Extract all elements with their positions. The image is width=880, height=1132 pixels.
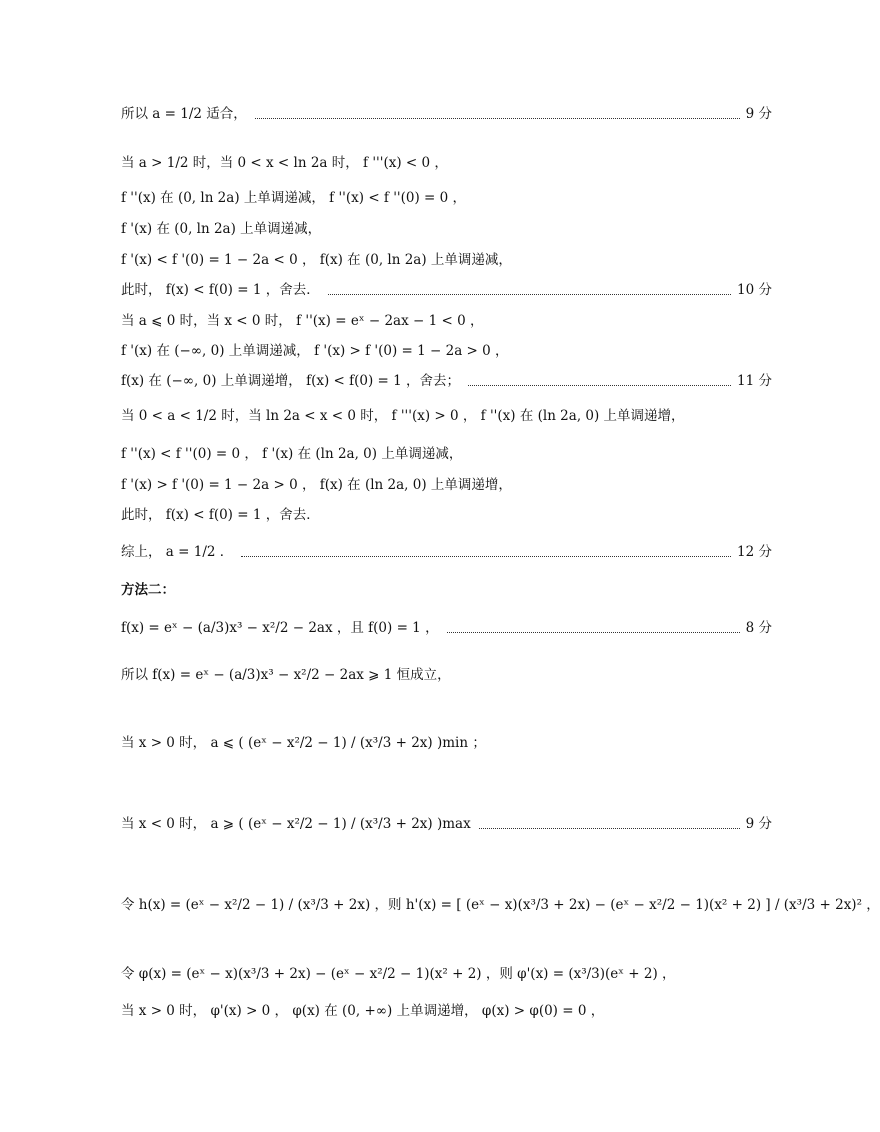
- score-label: 9 分: [745, 816, 772, 832]
- line-text: f '(x) 在 (−∞, 0) 上单调递减， f '(x) > f '(0) = 1 − 2a > 0 ，: [121, 343, 509, 359]
- line-17: [121, 667, 772, 683]
- dot-leader: [468, 384, 731, 386]
- dot-leader: [241, 555, 731, 557]
- score-label: 9 分: [745, 106, 772, 122]
- line-19: [121, 816, 772, 832]
- line-21: [121, 966, 772, 982]
- section-heading: [121, 582, 772, 598]
- line-05: [121, 252, 772, 268]
- line-text: f ''(x) < f ''(0) = 0 ， f '(x) 在 (ln 2a, 0) 上单调递减，: [121, 446, 463, 462]
- line-03: [121, 190, 772, 206]
- line-text: 此时， f(x) < f(0) = 1 ，舍去．: [121, 507, 320, 523]
- line-text: 所以 a = 1/2 适合，: [121, 106, 247, 122]
- line-10: [121, 408, 772, 424]
- line-20: [121, 897, 880, 913]
- line-09: [121, 373, 772, 389]
- score-label: 10 分: [737, 282, 772, 298]
- line-text: 当 a > 1/2 时，当 0 < x < ln 2a 时， f '''(x) < 0 ，: [121, 155, 448, 171]
- line-text: f(x) = eˣ − (a/3)x³ − x²/2 − 2ax ，且 f(0) = 1 ，: [121, 620, 439, 636]
- line-text: 当 x < 0 时， a ⩾ ( (eˣ − x²/2 − 1) / (x³/3 + 2x) )max: [121, 816, 471, 832]
- line-text: 所以 f(x) = eˣ − (a/3)x³ − x²/2 − 2ax ⩾ 1 恒成立，: [121, 667, 451, 683]
- line-text: f '(x) < f '(0) = 1 − 2a < 0 ， f(x) 在 (0, ln 2a) 上单调递减，: [121, 252, 512, 268]
- line-06: [121, 282, 772, 298]
- line-16: [121, 620, 772, 636]
- dot-leader: [255, 117, 740, 119]
- line-text: 此时， f(x) < f(0) = 1 ，舍去．: [121, 282, 320, 298]
- line-08: [121, 343, 772, 359]
- line-22: [121, 1003, 772, 1019]
- line-13: [121, 507, 772, 523]
- line-text: f '(x) > f '(0) = 1 − 2a > 0 ， f(x) 在 (ln 2a, 0) 上单调递增，: [121, 477, 512, 493]
- score-label: 8 分: [745, 620, 772, 636]
- line-11: [121, 446, 772, 462]
- score-label: 11 分: [737, 373, 772, 389]
- line-07: [121, 313, 772, 329]
- line-04: [121, 221, 772, 237]
- score-label: 12 分: [737, 544, 772, 560]
- dot-leader: [479, 827, 740, 829]
- line-text: 令 h(x) = (eˣ − x²/2 − 1) / (x³/3 + 2x) ，则 h'(x) = [ (eˣ − x)(x³/3 + 2x) − (eˣ − x²/2 − 1)(x² + 2) ] / (x³/3 + 2x)² ，: [121, 897, 880, 913]
- dot-leader: [447, 631, 740, 633]
- line-12: [121, 477, 772, 493]
- line-text: 综上， a = 1/2 ．: [121, 544, 234, 560]
- line-text: 当 x > 0 时， φ'(x) > 0 ， φ(x) 在 (0, +∞) 上单调递增， φ(x) > φ(0) = 0 ，: [121, 1003, 605, 1019]
- line-text: 令 φ(x) = (eˣ − x)(x³/3 + 2x) − (eˣ − x²/2 − 1)(x² + 2) ，则 φ'(x) = (x³/3)(eˣ + 2) ，: [121, 966, 676, 982]
- line-14: [121, 544, 772, 560]
- line-text: 当 a ⩽ 0 时，当 x < 0 时， f ''(x) = eˣ − 2ax − 1 < 0 ，: [121, 313, 484, 329]
- line-text: 当 x > 0 时， a ⩽ ( (eˣ − x²/2 − 1) / (x³/3 + 2x) )min ；: [121, 735, 486, 751]
- dot-leader: [328, 293, 731, 295]
- heading-text: 方法二：: [121, 582, 175, 598]
- line-text: f(x) 在 (−∞, 0) 上单调递增， f(x) < f(0) = 1 ，舍去；: [121, 373, 461, 389]
- line-02: [121, 155, 772, 171]
- line-text: 当 0 < a < 1/2 时，当 ln 2a < x < 0 时， f '''(x) > 0 ， f ''(x) 在 (ln 2a, 0) 上单调递增，: [121, 408, 685, 424]
- line-text: f ''(x) 在 (0, ln 2a) 上单调递减， f ''(x) < f ''(0) = 0 ，: [121, 190, 467, 206]
- line-18: [121, 735, 772, 751]
- line-text: f '(x) 在 (0, ln 2a) 上单调递减，: [121, 221, 322, 237]
- line-01: [121, 106, 772, 122]
